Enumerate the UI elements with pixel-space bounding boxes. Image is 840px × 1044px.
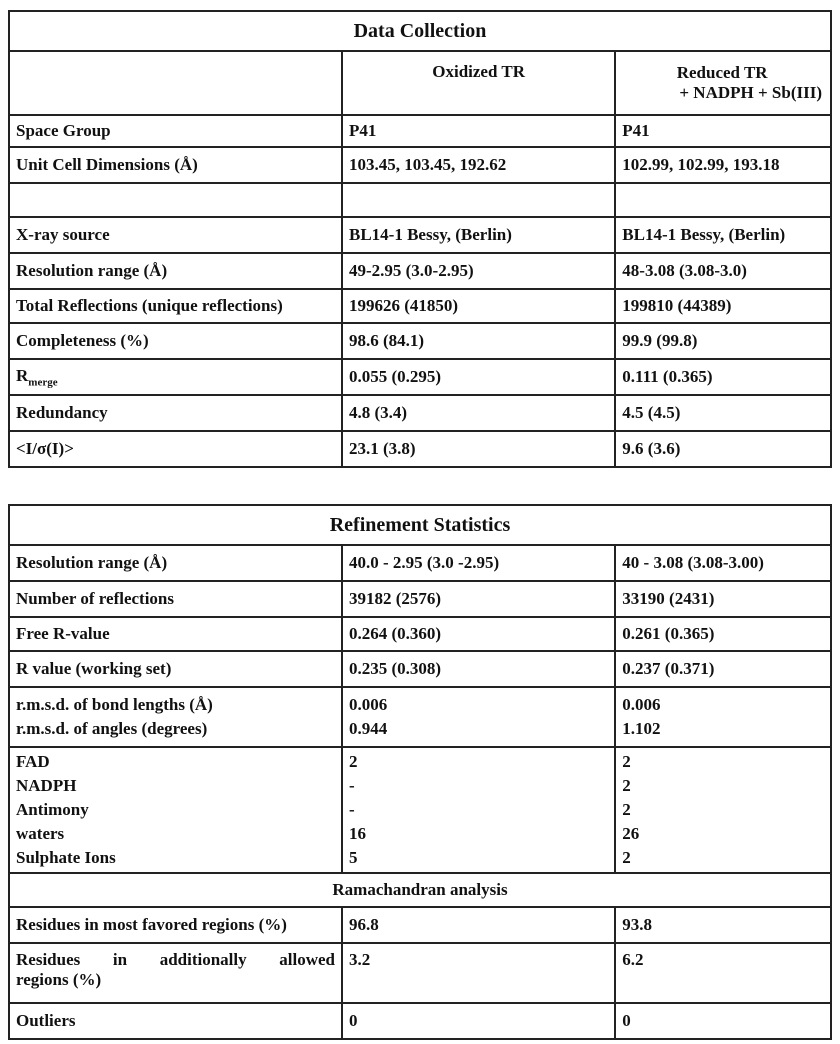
reduced-value: 0.261 (0.365) — [615, 617, 831, 651]
reduced-value: 4.5 (4.5) — [615, 395, 831, 431]
row-label: X-ray source — [9, 217, 342, 253]
rmsd-row — [9, 687, 831, 747]
rmsd-angle-reduced: 1.102 — [622, 719, 661, 738]
content-row — [9, 747, 831, 873]
row-label: Total Reflections (unique reflections) — [9, 289, 342, 323]
oxidized-value: 0.055 (0.295) — [342, 359, 615, 395]
content-oxidized-sulphate: 5 — [348, 848, 358, 867]
data-collection-title: Data Collection — [9, 11, 831, 51]
reduced-value: 93.8 — [615, 907, 831, 943]
table-row — [9, 147, 831, 183]
r-merge-subscript: merge — [28, 376, 58, 389]
rmsd-bond-oxidized: 0.006 — [348, 695, 388, 714]
oxidized-value: 96.8 — [342, 907, 615, 943]
row-label: Redundancy — [9, 395, 342, 431]
ramachandran-title: Ramachandran analysis — [9, 873, 831, 907]
oxidized-value: 103.45, 103.45, 192.62 — [342, 147, 615, 183]
content-label-antimony: Antimony — [16, 800, 89, 819]
table-row — [9, 323, 831, 359]
reduced-value: 0.111 (0.365) — [615, 359, 831, 395]
table-row — [9, 617, 831, 651]
row-label — [9, 359, 342, 395]
row-label: Resolution range (Å) — [9, 253, 342, 289]
row-label — [9, 943, 342, 1003]
table-row — [9, 289, 831, 323]
oxidized-value: P41 — [342, 115, 615, 147]
oxidized-value: 49-2.95 (3.0-2.95) — [342, 253, 615, 289]
oxidized-value: 4.8 (3.4) — [342, 395, 615, 431]
row-label: Resolution range (Å) — [9, 545, 342, 581]
row-label-line1: Residues in additionally allowed — [16, 950, 335, 969]
content-reduced-fad: 2 — [622, 752, 631, 771]
rmsd-angle-label: r.m.s.d. of angles (degrees) — [16, 719, 208, 738]
row-label: Free R-value — [9, 617, 342, 651]
table-row — [9, 253, 831, 289]
oxidized-value: 0 — [342, 1003, 615, 1039]
table-row — [9, 581, 831, 617]
header-reduced — [615, 51, 831, 115]
table-row — [9, 907, 831, 943]
reduced-value: 0.237 (0.371) — [615, 651, 831, 687]
content-reduced-nadph: 2 — [622, 776, 631, 795]
table-row — [9, 359, 831, 395]
row-label-line2: regions (%) — [16, 970, 102, 989]
content-label-waters: waters — [16, 824, 65, 843]
reduced-value: BL14-1 Bessy, (Berlin) — [615, 217, 831, 253]
reduced-value: 6.2 — [615, 943, 831, 1003]
row-label — [9, 183, 342, 217]
reduced-value: 102.99, 102.99, 193.18 — [615, 147, 831, 183]
row-label: R value (working set) — [9, 651, 342, 687]
content-reduced — [615, 747, 831, 873]
oxidized-value: 3.2 — [342, 943, 615, 1003]
oxidized-value: 40.0 - 2.95 (3.0 -2.95) — [342, 545, 615, 581]
row-label: Outliers — [9, 1003, 342, 1039]
oxidized-value: 199626 (41850) — [342, 289, 615, 323]
refinement-title: Refinement Statistics — [9, 505, 831, 545]
rmsd-oxidized — [342, 687, 615, 747]
table-row — [9, 1003, 831, 1039]
oxidized-value: 0.235 (0.308) — [342, 651, 615, 687]
content-reduced-waters: 26 — [622, 824, 640, 843]
refinement-statistics-table — [8, 504, 832, 1040]
content-reduced-sulphate: 2 — [622, 848, 631, 867]
content-oxidized-waters: 16 — [348, 824, 366, 843]
oxidized-value: 39182 (2576) — [342, 581, 615, 617]
content-oxidized-fad: 2 — [348, 752, 358, 771]
content-oxidized-antimony: - — [348, 800, 355, 819]
header-oxidized: Oxidized TR — [342, 51, 615, 115]
content-label-sulphate: Sulphate Ions — [16, 848, 116, 867]
row-label: Number of reflections — [9, 581, 342, 617]
table-row — [9, 943, 831, 1003]
rmsd-bond-reduced: 0.006 — [622, 695, 661, 714]
table-row — [9, 395, 831, 431]
content-label-nadph: NADPH — [16, 776, 77, 795]
rmsd-reduced — [615, 687, 831, 747]
rmsd-angle-oxidized: 0.944 — [348, 719, 388, 738]
row-label: Completeness (%) — [9, 323, 342, 359]
r-merge-label: R — [16, 365, 29, 385]
table-row — [9, 651, 831, 687]
reduced-value: 9.6 (3.6) — [615, 431, 831, 467]
header-reduced-line2: + NADPH + Sb(III) — [679, 83, 822, 102]
oxidized-value — [342, 183, 615, 217]
content-labels — [9, 747, 342, 873]
reduced-value: 99.9 (99.8) — [615, 323, 831, 359]
oxidized-value: BL14-1 Bessy, (Berlin) — [342, 217, 615, 253]
reduced-value: 199810 (44389) — [615, 289, 831, 323]
reduced-value: 33190 (2431) — [615, 581, 831, 617]
table-row — [9, 217, 831, 253]
reduced-value — [615, 183, 831, 217]
header-empty-cell — [9, 51, 342, 115]
content-reduced-antimony: 2 — [622, 800, 631, 819]
row-label: <I/σ(I)> — [9, 431, 342, 467]
data-collection-table — [8, 10, 832, 468]
reduced-value: 48-3.08 (3.08-3.0) — [615, 253, 831, 289]
content-oxidized-nadph: - — [348, 776, 355, 795]
reduced-value: 40 - 3.08 (3.08-3.00) — [615, 545, 831, 581]
oxidized-value: 98.6 (84.1) — [342, 323, 615, 359]
row-label: Space Group — [9, 115, 342, 147]
rmsd-labels — [9, 687, 342, 747]
reduced-value: P41 — [615, 115, 831, 147]
oxidized-value: 0.264 (0.360) — [342, 617, 615, 651]
row-label: Residues in most favored regions (%) — [9, 907, 342, 943]
row-label: Unit Cell Dimensions (Å) — [9, 147, 342, 183]
table-row — [9, 431, 831, 467]
header-reduced-line1: Reduced TR — [676, 63, 768, 82]
table-row-empty — [9, 183, 831, 217]
rmsd-bond-label: r.m.s.d. of bond lengths (Å) — [16, 695, 213, 714]
content-oxidized — [342, 747, 615, 873]
table-row — [9, 115, 831, 147]
content-label-fad: FAD — [16, 752, 50, 771]
table-row — [9, 545, 831, 581]
oxidized-value: 23.1 (3.8) — [342, 431, 615, 467]
reduced-value: 0 — [615, 1003, 831, 1039]
